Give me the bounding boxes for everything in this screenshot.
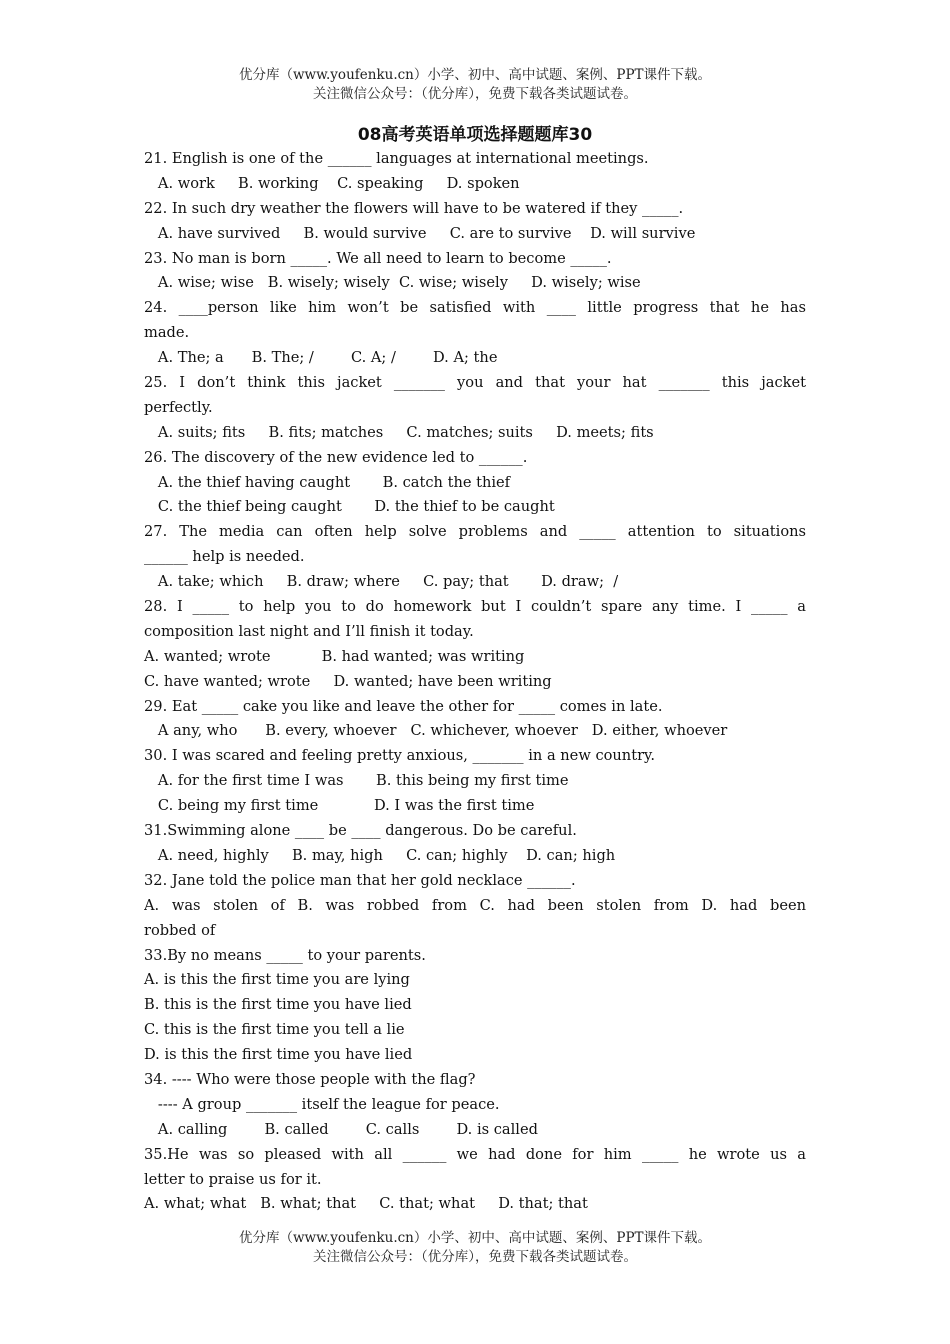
text-line: made.	[144, 324, 190, 342]
text-line: A. for the first time I was B. this being my first time	[144, 772, 569, 790]
text-line: 35.He was so pleased with all ______ we had done for him _____ he wrote us a	[144, 1145, 806, 1163]
text-line: 22. In such dry weather the flowers will have to be watered if they _____.	[144, 199, 684, 217]
text-line: 32. Jane told the police man that her gold necklace ______.	[144, 871, 576, 889]
text-line: A. work B. working C. speaking D. spoken	[144, 174, 520, 192]
text-line: A. wise; wise B. wisely; wisely C. wise; wisely D. wisely; wise	[144, 274, 641, 292]
text-line: A. The; a B. The; / C. A; / D. A; the	[144, 349, 498, 367]
text-line: 21. English is one of the ______ languages at international meetings.	[144, 150, 649, 167]
text-line: A. what; what B. what; that C. that; what D. that; that	[144, 1195, 588, 1213]
text-line: C. have wanted; wrote D. wanted; have been writing	[144, 672, 552, 690]
text-line: 23. No man is born _____. We all need to learn to become _____.	[144, 249, 612, 267]
text-line: A. is this the first time you are lying	[144, 971, 410, 989]
text-line: 34. ---- Who were those people with the flag?	[144, 1070, 476, 1088]
text-line: A. have survived B. would survive C. are to survive D. will survive	[144, 224, 696, 242]
text-line: D. is this the first time you have lied	[144, 1046, 413, 1064]
text-line: 30. I was scared and feeling pretty anxious, _______ in a new country.	[144, 747, 655, 765]
text-line: 33.By no means _____ to your parents.	[144, 946, 426, 964]
text-line: 29. Eat _____ cake you like and leave the other for _____ comes in late.	[144, 697, 663, 715]
text-line: letter to praise us for it.	[144, 1170, 322, 1188]
footer-line-2: 关注微信公众号：（优分库），免费下载各类试题试卷。	[313, 1249, 637, 1265]
text-line: A. need, highly B. may, high C. can; highly D. can; high	[144, 846, 616, 864]
text-line: A. the thief having caught B. catch the thief	[144, 473, 511, 491]
text-line: A. was stolen of B. was robbed from C. had been stolen from D. had been	[144, 896, 806, 914]
text-line: robbed of	[144, 921, 216, 939]
text-line: C. this is the first time you tell a lie	[144, 1021, 405, 1039]
text-line: 28. I _____ to help you to do homework but I couldn’t spare any time. I _____ a	[144, 598, 806, 616]
text-line: 31.Swimming alone ____ be ____ dangerous. Do be careful.	[144, 822, 577, 840]
text-line: 27. The media can often help solve problems and _____ attention to situations	[144, 523, 806, 541]
text-line: C. the thief being caught D. the thief to be caught	[144, 498, 555, 516]
question-list	[144, 147, 806, 1217]
text-line: ---- A group _______ itself the league for peace.	[144, 1095, 500, 1113]
text-line: composition last night and I’ll finish it today.	[144, 622, 474, 640]
text-line: C. being my first time D. I was the first time	[144, 797, 535, 815]
header-line-1: 优分库（www.youfenku.cn）小学、初中、高中试题、案例、PPT课件下载。	[238, 67, 712, 83]
page-title: 08高考英语单项选择题题库30	[357, 125, 593, 145]
page-header	[0, 66, 950, 104]
text-line: A any, who B. every, whoever C. whichever, whoever D. either, whoever	[144, 722, 728, 740]
text-line: A. suits; fits B. fits; matches C. matches; suits D. meets; fits	[144, 423, 654, 441]
text-line: 24. ____person like him won’t be satisfied with ____ little progress that he has	[144, 299, 806, 317]
text-line: A. wanted; wrote B. had wanted; was writing	[144, 647, 525, 665]
text-line: A. take; which B. draw; where C. pay; that D. draw; /	[144, 573, 619, 591]
page-footer	[0, 1229, 950, 1267]
footer-line-1: 优分库（www.youfenku.cn）小学、初中、高中试题、案例、PPT课件下载。	[238, 1230, 712, 1246]
text-line: 25. I don’t think this jacket _______ you and that your hat _______ this jacket	[144, 374, 806, 392]
text-line: A. calling B. called C. calls D. is called	[144, 1120, 538, 1138]
text-line: ______ help is needed.	[144, 548, 305, 566]
text-line: perfectly.	[144, 398, 213, 416]
text-line: 26. The discovery of the new evidence led to ______.	[144, 448, 528, 466]
text-line: B. this is the first time you have lied	[144, 996, 412, 1014]
header-line-2: 关注微信公众号：（优分库），免费下载各类试题试卷。	[313, 86, 637, 102]
